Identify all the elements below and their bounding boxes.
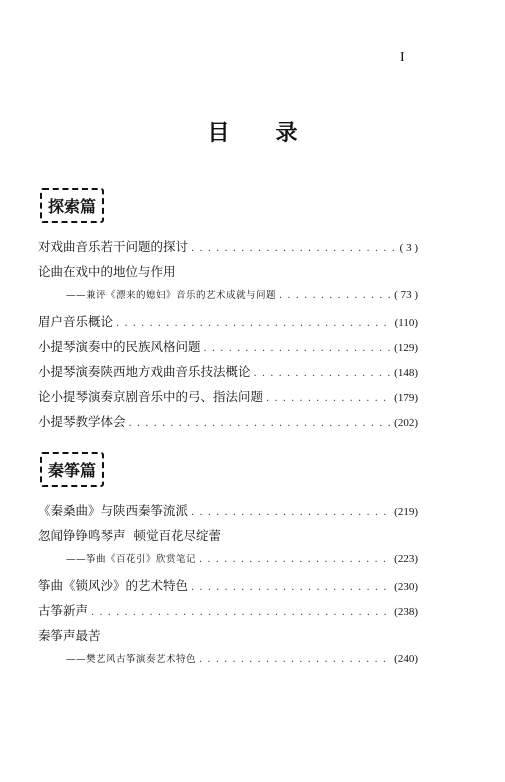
toc-entry[interactable] [38, 387, 418, 412]
toc-leader-dots [254, 368, 392, 379]
toc-entry-page: (179) [394, 392, 418, 404]
toc-entry-title: 论曲在戏中的地位与作用 [38, 264, 176, 279]
toc-subentry[interactable] [38, 287, 418, 312]
section-header: 探索篇 [40, 188, 104, 223]
toc-entry-page: (148) [394, 367, 418, 379]
toc-entry-title: 论小提琴演奏京剧音乐中的弓、指法问题 [38, 389, 264, 404]
toc-entry-title: 《秦桑曲》与陕西秦筝流派 [38, 503, 189, 518]
toc-leader-dots [199, 554, 391, 565]
toc-entry-title: 眉户音乐概论 [38, 314, 114, 329]
toc-entry-title: 对戏曲音乐若干问题的探讨 [38, 239, 189, 254]
toc-leader-dots [191, 582, 391, 593]
section-header: 秦筝篇 [40, 452, 104, 487]
toc-entry-page: ( 73 ) [394, 289, 418, 301]
toc-leader-dots [191, 507, 391, 518]
toc-leader-dots [199, 654, 391, 665]
page-number: I [400, 50, 405, 65]
toc-entry-title: 小提琴演奏陕西地方戏曲音乐技法概论 [38, 364, 251, 379]
toc-subentry[interactable] [38, 651, 418, 676]
page-title: 目录 [207, 121, 344, 146]
toc-entry-title: ——樊艺风古筝演奏艺术特色 [66, 654, 197, 665]
toc-entry[interactable] [38, 237, 418, 262]
toc-leader-dots [91, 607, 391, 618]
toc-subentry[interactable] [38, 551, 418, 576]
toc-entry-page: (202) [394, 417, 418, 429]
toc-entry-title: 古筝新声 [38, 603, 89, 618]
toc-leader-dots [266, 393, 391, 404]
toc-leader-dots [204, 343, 392, 354]
toc-section-explore [38, 188, 418, 437]
toc-entry-page: ( 3 ) [399, 242, 418, 254]
toc-entry-page: (238) [394, 606, 418, 618]
toc-leader-dots [279, 290, 391, 301]
toc-leader-dots [129, 418, 392, 429]
toc-entry[interactable] [38, 262, 418, 287]
toc-entry[interactable] [38, 412, 418, 437]
toc-entry-title: 小提琴教学体会 [38, 414, 126, 429]
toc-entry-page: (110) [394, 317, 418, 329]
toc-entry[interactable] [38, 526, 418, 551]
toc-entry-title: 小提琴演奏中的民族风格问题 [38, 339, 201, 354]
toc-leader-dots [116, 318, 392, 329]
toc-entry-page: (129) [394, 342, 418, 354]
toc-leader-dots [191, 243, 397, 254]
toc-entry[interactable] [38, 337, 418, 362]
toc-entry-page: (230) [394, 581, 418, 593]
toc-entry-title: ——兼评《漂来的媳妇》音乐的艺术成就与问题 [66, 290, 277, 301]
toc-entry[interactable] [38, 601, 418, 626]
toc-entry-title: ——筝曲《百花引》欣赏笔记 [66, 554, 197, 565]
toc-entry[interactable] [38, 501, 418, 526]
toc-entry-page: (223) [394, 553, 418, 565]
toc-entry-page: (240) [394, 653, 418, 665]
toc-entry-page: (219) [394, 506, 418, 518]
toc-entry[interactable] [38, 312, 418, 337]
toc-entry[interactable] [38, 576, 418, 601]
toc-entry-title: 忽闻铮铮鸣琴声 顿觉百花尽绽蕾 [38, 528, 221, 543]
toc-entry[interactable] [38, 362, 418, 387]
toc-entry-title: 筝曲《锁风沙》的艺术特色 [38, 578, 189, 593]
toc-entry-title: 秦筝声最苦 [38, 628, 101, 643]
toc-section-qinzheng [38, 452, 418, 676]
toc-entry[interactable] [38, 626, 418, 651]
